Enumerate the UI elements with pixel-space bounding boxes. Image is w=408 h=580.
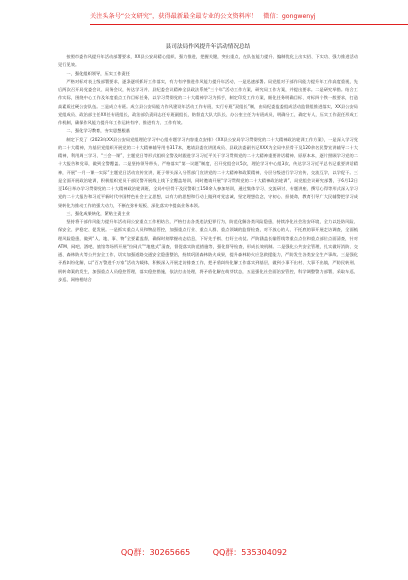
promo-banner [90, 10, 408, 24]
section-paragraph-1: 严格对标对表上级部署要求，逐条逐项抓好工作落实，有力有序推进作风能力提升年活动，一是迅速部署。局党组对于部作风能力提升年工作高度重视，先后两次召开局党委会议、局务会议，传达学习并、县纪委会议精神全县政法系统“三个年”活动工作方案，研究局工作方案，并提出要求。二是研究举措。结合工作实际，围绕中心工作及年度重点工作目标任务，以学习贯彻党的二十大精神学习为抓手，制定印发工作方案，细化任务明确目标、对标四个铁一般要求，打造高素质过硬公安队伍。三是成立专班。成立县公安局能力作风建设年活动工作专班，实行专班“双组长”制，由局纪委监委组成活动监督组推进落实，XX县公安局党组成员、政治部主任XX任专班组长，政治部负责同志任专班副组长，陪督直大队大队长、办公室主任为专班成员，明确分工，确定专人，压实工作责任形成工作机制，确保作风能力提升年工作运转有序、推进有力、工作有效。 [58, 78, 358, 125]
header-divider [90, 24, 408, 25]
intro-paragraph: 按照市委作风提升年活动部署要求，XX县公安局精心组织、强力推进，把握关键，突出重点，在队伍能力提升、编制优化上出实招、下实功、强力推进活动见行见效。 [58, 54, 358, 68]
promo-text: 关注头条号“公文研究”，获得最新最全最专业的公文资料库！ [90, 13, 258, 20]
section-paragraph-2: 制定下发了《2023年XX县公安局党组理论学习中心组专题学习内容重点安排》《XX县公安局学习贯彻党的二十大精神政治轮训工作方案》，一是深入学习党的二十大精神，为基层党组织开展党的二十大精神辅导用书317本，邀请县委宣讲团成员、县政法委副书记XXX为全局中层骨干及120余名民警宣讲辅导二十大精神，利用周三学习、“三会一课”，主题党日等形式组织全警及时跟进学习习近平关于学习贯彻党的二十大精神重要讲话精神、原原本本，逐片照顾学习党的二十大报告和党章，做到全警覆盖。二是坚持领导带头，严格落实“第一议题”制度，召开党组会议5次，理论学习中心组3次，传达学习习近平总书记重要讲话精神，开展“一月一课一实际”主题党日活动宣传宣讲，班子带头深入分管部门宣讲党的二十大精神和政策精神，分层分级进行学习宣传，交流互学，以学促干。三是全面开展政治轮训，积极组织党员干部民警开展线上线下全覆盖培训，同时邀请开展“学习贯彻党的二十大精神政治轮训”，局党组会议研究部署，于6月12日至16日举办学习贯彻党的二十大精神政治轮训班，全局中层骨干及民警职工150余人参加培训，通过集体学习、交流研讨、专题讲座、撰写心得等形式深入学习党的二十大报告和习近平新时代中国特色社会主义思想，以有力的思想和行动上做到对党忠诚，坚定理想信念，守初心、担使命，教育引导广大民辅警把学习成果转化为推动工作的强大动力，不断在弥补短板、深化落实中提高业务本领。 [58, 136, 358, 208]
section-heading-2: 二、强化学习教育，夯实思想根基 [66, 128, 130, 134]
section-heading-3: 三、强化成果转化，紧贴主责主业 [66, 210, 130, 216]
document-title: 县司法局作风提升年活动情况总结 [165, 44, 251, 50]
footer-contact [0, 544, 408, 562]
qq-group-2: QQ群：535304092 [212, 548, 288, 557]
wechat-id: 微信：gongwenyj [263, 13, 316, 20]
qq-group-1: QQ群：30265665 [120, 548, 191, 557]
section-paragraph-3: 坚持将干部作风能力提升年活动同公安重点工作相结合，严格打击各类违法犯罪行为，防范化解各类风险隐患，持续净化社会治安环境，全力以赴防风险、保安全、护稳定、促发展。一是抓实重点人员和物品管控，加强重点行业、重点人群、重点领域的监督检查，对不放心的人、不托底的事开展走访调查，全面梳理风险隐患，做到“人、地、事、物”全要素监督，确保时刻掌握动态信息，下好先手棋、打好主动仗。严防涵盖长输管线等重点点位和重点部位点面清查，针对ATM、网吧、酒吧、旅馆等场所开展“拉网式”“地毯式”清查，督促落实防范措施等，强化督导检查，形成长效机制。二是强化公共安全管理，扎实做好消防、交通、森林防火等公共安全工作，切实加强道路交通安全隐患整治，持续巩固森林防火成果，提升森林防火应急救援能力，严防发生各类安全生产事故。三是强化矛盾纠纷化解，以“百万警进千万家”活动为载体，积极深入开展走访排查工作，把矛盾纠纷化解工作落实到基层，做到小事不出村、大事不出镇，严防民转刑、刑转命案的发生，加强重点人员稳控管理，落实稳控措施，依法打击处理，将矛盾化解在萌芽状态，五是强化社会面治安管控，科学调整警力部署，采取车巡、步巡、网格相结合 [58, 219, 358, 282]
section-heading-1: 一、强化组织领导，压实工作责任 [66, 70, 130, 76]
document-body [58, 42, 358, 532]
header-bar [0, 0, 408, 40]
